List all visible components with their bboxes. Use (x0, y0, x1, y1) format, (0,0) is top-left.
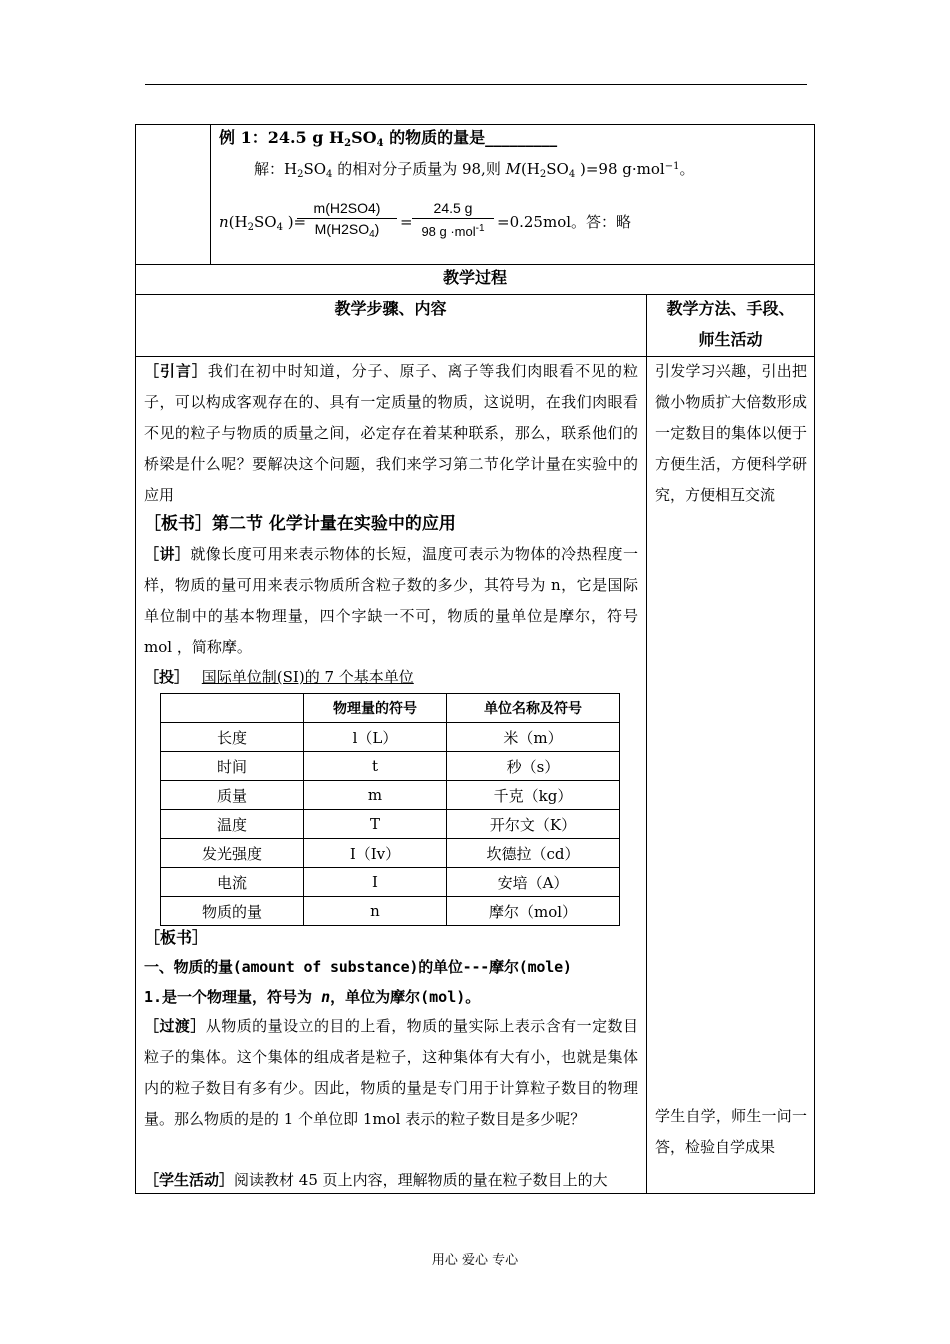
board-point-1: 1.是一个物理量，符号为 n，单位为摩尔(mol)。 (144, 988, 481, 1006)
example-solution-line: 解：$H_2SO_4$ 的相对分子质量为 98,则 $M(H_2SO_4$ )=98 g·mol$^{-1}$。 (254, 160, 695, 180)
table-row (161, 868, 620, 897)
formula-fraction-2: 24.5 g 98 g ·mol$^{-1}$ (412, 198, 494, 242)
table-row (161, 810, 620, 839)
transition-tag: ［过渡］ (144, 1017, 206, 1035)
table-cell: 长度 (161, 723, 304, 752)
projection-tag: ［投］ (144, 668, 190, 686)
table-header-row (161, 694, 620, 723)
board-heading-2: 一、物质的量(amount of substance)的单位---摩尔(mole) (144, 958, 572, 976)
board-tag-2: ［板书］ (144, 928, 209, 947)
intro-paragraph: ［引言］我们在初中时知道，分子、原子、离子等我们肉眼看不见的粒子，可以构成客观存在的、具有一定质量的物质，这说明，在我们肉眼看不见的粒子与物质的质量之间，必定存在着某种联系，那么，联系他们的桥梁是什么呢？要解决这个问题，我们来学习第二节化学计量在实验中的应用 (144, 362, 638, 504)
lecture-paragraph: ［讲］就像长度可用来表示物体的长短，温度可表示为物体的冷热程度一样，物质的量可用来表示物质所含粒子数的多少，其符号为 n，它是国际单位制中的基本物理量，四个字缺一不可，物质的量单位是摩尔，符号 mol ，简称摩。 (144, 545, 638, 656)
lecture-tag: ［讲］ (144, 545, 191, 563)
table-cell: I (304, 868, 447, 897)
header-rule (145, 84, 807, 85)
si-units-table (160, 693, 620, 926)
table-header-cell: 物理量的符号 (304, 694, 447, 723)
intro-tag: ［引言］ (144, 362, 208, 380)
table-cell: n (304, 897, 447, 926)
table-cell: 时间 (161, 752, 304, 781)
student-activity-line: ［学生活动］阅读教材 45 页上内容，理解物质的量在粒子数目上的大 (144, 1171, 608, 1189)
table-cell: 电流 (161, 868, 304, 897)
col-header-methods-line2: 师生活动 (698, 330, 763, 349)
column-divider (646, 294, 647, 1194)
projection-caption: 国际单位制(SI)的 7 个基本单位 (201, 668, 414, 686)
example-title: 例 1：24.5 g $H_2SO_4$ 的物质的量是_________ (219, 128, 558, 149)
transition-paragraph: ［过渡］从物质的量设立的目的上看，物质的量实际上表示含有一定数目粒子的集体。这个集体的组成者是粒子，这种集体有大有小，也就是集体内的粒子数目有多有少。因此，物质的量是专门用于计算粒子数目的物理量。那么物质的是的 1 个单位即 1mol 表示的粒子数目是多少呢？ (144, 1017, 638, 1128)
table-cell: 摩尔（mol） (447, 897, 620, 926)
table-row (161, 752, 620, 781)
formula-result: =0.25mol。答：略 (497, 213, 632, 231)
formula-fraction-1: m(H2SO4) $M(H2SO_4)$ (297, 198, 397, 245)
table-cell: 千克（kg） (447, 781, 620, 810)
table-cell: 安培（A） (447, 868, 620, 897)
table-cell: 米（m） (447, 723, 620, 752)
table-header-cell: 单位名称及符号 (447, 694, 620, 723)
table-cell: 坎德拉（cd） (447, 839, 620, 868)
table-cell: 质量 (161, 781, 304, 810)
example-formula-lhs: $n(H_2SO_4$ )= (219, 213, 307, 233)
side-note-2: 学生自学，师生一问一答，检验自学成果 (655, 1107, 807, 1156)
table-cell: 发光强度 (161, 839, 304, 868)
table-row (161, 723, 620, 752)
table-row (161, 897, 620, 926)
col-header-steps: 教学步骤、内容 (334, 299, 447, 318)
table-cell: 物质的量 (161, 897, 304, 926)
row-divider-1 (135, 264, 815, 265)
table-cell: 开尔文（K） (447, 810, 620, 839)
formula-equals: = (400, 213, 413, 231)
projection-line (144, 667, 414, 687)
table-cell: 秒（s） (447, 752, 620, 781)
table-header-cell (161, 694, 304, 723)
table-cell: l（L） (304, 723, 447, 752)
example-left-divider (210, 124, 211, 264)
student-tag: ［学生活动］ (144, 1171, 235, 1189)
page-footer: 用心 爱心 专心 (431, 1253, 519, 1268)
table-cell: 温度 (161, 810, 304, 839)
col-header-methods-line1: 教学方法、手段、 (666, 299, 795, 318)
table-row (161, 781, 620, 810)
table-cell: I（Iv） (304, 839, 447, 868)
table-cell: m (304, 781, 447, 810)
side-note-1: 引发学习兴趣，引出把微小物质扩大倍数形成一定数目的集体以便于方便生活，方便科学研究，方便相互交流 (655, 362, 807, 504)
board-heading-1: ［板书］第二节 化学计量在实验中的应用 (144, 514, 456, 534)
row-divider-2 (135, 294, 815, 295)
table-cell: T (304, 810, 447, 839)
process-header: 教学过程 (442, 268, 507, 287)
table-cell: t (304, 752, 447, 781)
table-row (161, 839, 620, 868)
